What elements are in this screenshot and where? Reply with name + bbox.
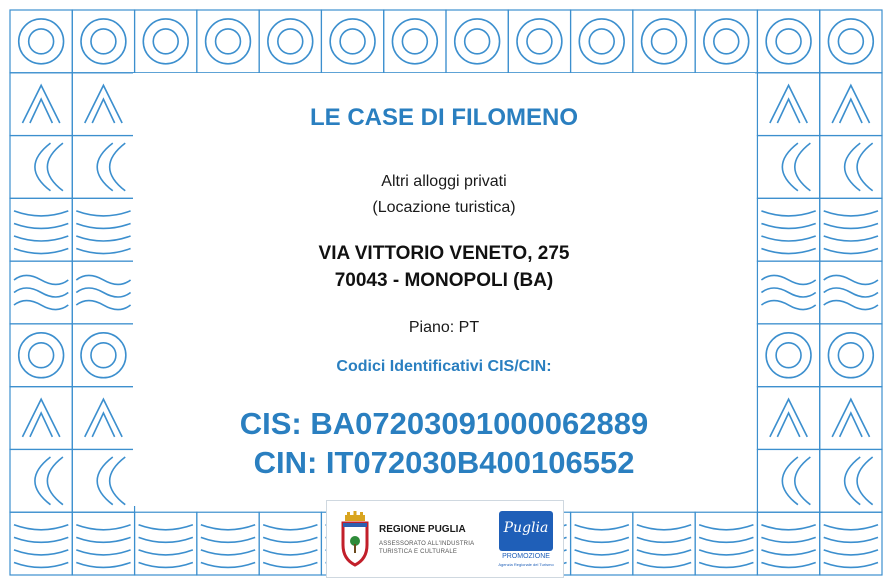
wave-motif-icon (757, 261, 819, 324)
arc-motif-icon (757, 449, 819, 512)
circle-motif-icon (135, 10, 197, 73)
cin-code: CIN: IT072030B400106552 (253, 445, 635, 480)
content-card (133, 73, 755, 506)
wave-motif-icon (72, 261, 134, 324)
arc-motif-icon (72, 136, 134, 199)
arc-motif-icon (820, 136, 882, 199)
codes-heading: Codici Identificativi CIS/CIN: (336, 358, 552, 375)
circle-motif-icon (72, 10, 134, 73)
circle-motif-icon (10, 324, 72, 387)
circle-motif-icon (72, 324, 134, 387)
stripes-motif-icon (633, 512, 695, 575)
stripes-motif-icon (10, 198, 72, 261)
stripes-motif-icon (197, 512, 259, 575)
circle-motif-icon (197, 10, 259, 73)
accommodation-category: Altri alloggi privati (381, 173, 507, 190)
circle-motif-icon (633, 10, 695, 73)
wave-motif-icon (820, 261, 882, 324)
floor-label: Piano: PT (408, 319, 480, 336)
circle-motif-icon (757, 10, 819, 73)
chevron-motif-icon (72, 387, 134, 450)
stripes-motif-icon (10, 512, 72, 575)
arc-motif-icon (820, 449, 882, 512)
arc-motif-icon (72, 449, 134, 512)
chevron-motif-icon (72, 73, 134, 136)
region-name: REGIONE PUGLIA (379, 524, 466, 535)
circle-motif-icon (321, 10, 383, 73)
stripes-motif-icon (757, 512, 819, 575)
promo-label: PROMOZIONE (502, 553, 550, 560)
circle-motif-icon (820, 324, 882, 387)
circle-motif-icon (757, 324, 819, 387)
stripes-motif-icon (135, 512, 197, 575)
regione-puglia-crest-icon (339, 511, 371, 569)
chevron-motif-icon (10, 73, 72, 136)
region-department-line2: TURISTICA E CULTURALE (379, 549, 458, 555)
promo-sublabel: Agenzia Regionale del Turismo (498, 562, 554, 567)
chevron-motif-icon (757, 73, 819, 136)
wave-motif-icon (10, 261, 72, 324)
stripes-motif-icon (757, 198, 819, 261)
chevron-motif-icon (820, 73, 882, 136)
circle-motif-icon (384, 10, 446, 73)
circle-motif-icon (508, 10, 570, 73)
circle-motif-icon (10, 10, 72, 73)
circle-motif-icon (259, 10, 321, 73)
stripes-motif-icon (820, 512, 882, 575)
address-city: 70043 - MONOPOLI (BA) (334, 270, 554, 291)
circle-motif-icon (571, 10, 633, 73)
chevron-motif-icon (757, 387, 819, 450)
pugliapromozione-logo-icon (499, 511, 553, 551)
accommodation-subcategory: (Locazione turistica) (372, 199, 516, 216)
promo-logo-script: Puglia (503, 520, 549, 536)
circle-motif-icon (446, 10, 508, 73)
stripes-motif-icon (820, 198, 882, 261)
circle-motif-icon (695, 10, 757, 73)
circle-motif-icon (820, 10, 882, 73)
region-department-line1: ASSESSORATO ALL'INDUSTRIA (379, 541, 475, 547)
stripes-motif-icon (571, 512, 633, 575)
stripes-motif-icon (259, 512, 321, 575)
arc-motif-icon (10, 449, 72, 512)
cis-code: CIS: BA07203091000062889 (239, 406, 649, 441)
logo-panel (326, 500, 564, 578)
address-street: VIA VITTORIO VENETO, 275 (318, 243, 570, 264)
chevron-motif-icon (10, 387, 72, 450)
stripes-motif-icon (72, 198, 134, 261)
stripes-motif-icon (72, 512, 134, 575)
property-title: LE CASE DI FILOMENO (309, 104, 578, 131)
stripes-motif-icon (695, 512, 757, 575)
arc-motif-icon (757, 136, 819, 199)
arc-motif-icon (10, 136, 72, 199)
chevron-motif-icon (820, 387, 882, 450)
